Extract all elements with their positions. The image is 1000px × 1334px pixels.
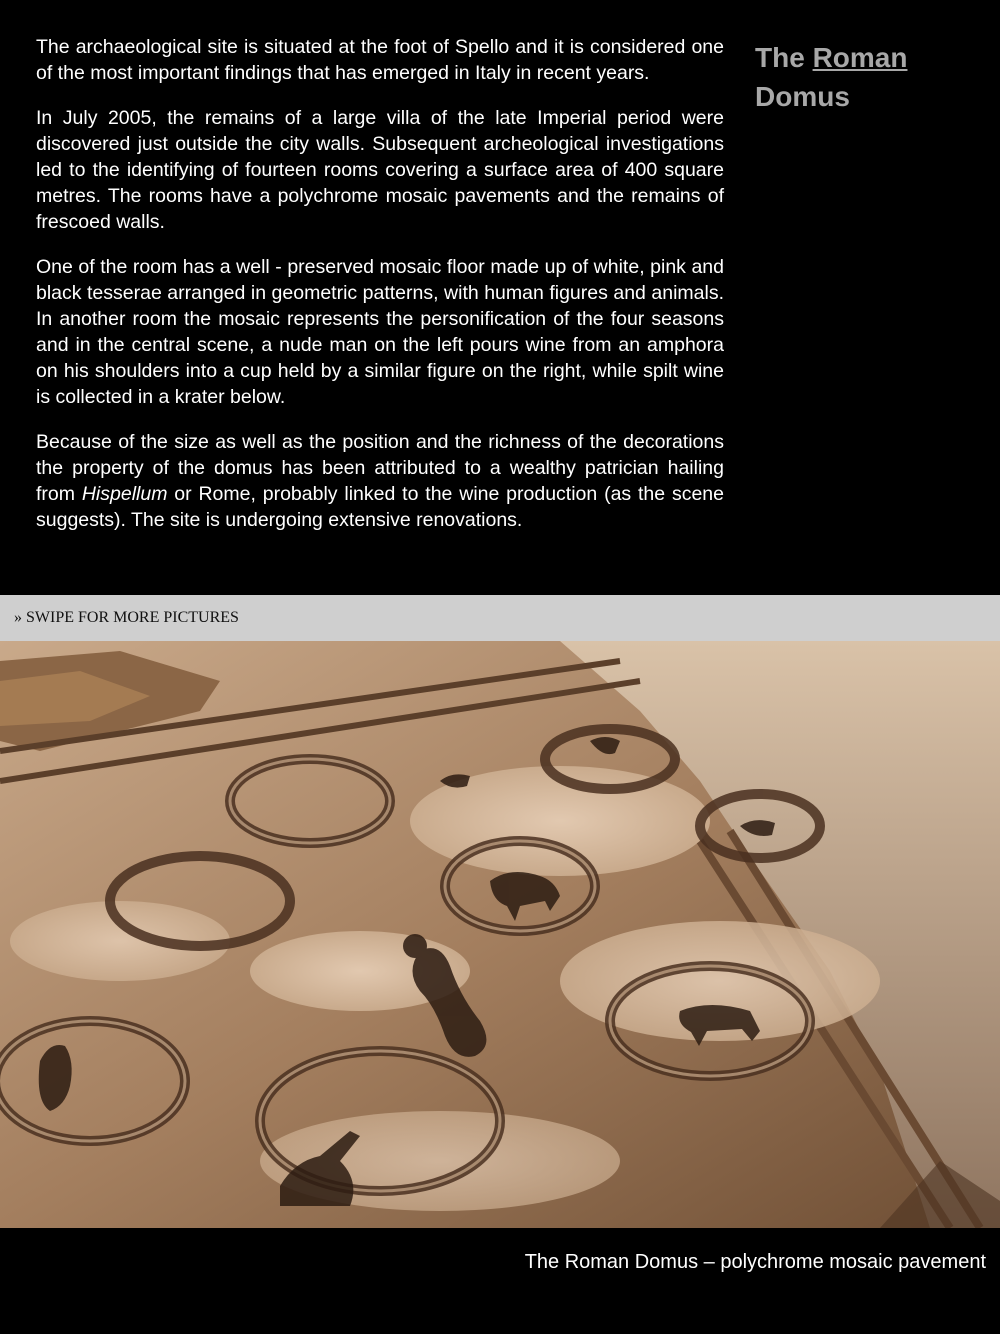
- article-paragraph-1: The archaeological site is situated at the foot of Spello and it is considered one of the most important findings that has emerged in Italy in recent years.: [36, 36, 724, 84]
- article-paragraph-4: [36, 429, 724, 533]
- paragraph-4-start: Because of the size as well as the position and the richness of the decorations the property of the domus has been attributed to a wealthy patrician hailing from: [36, 431, 724, 505]
- title-roman-link[interactable]: Roman: [812, 42, 908, 73]
- page-title: [755, 38, 975, 116]
- article-paragraph-2: In July 2005, the remains of a large villa of the late Imperial period were discovered just outside the city walls. Subsequent archeological investigations led to the identifying of fourteen rooms covering a surface area of 400 square metres. The rooms have a polychrome mosaic pavements and the remains of frescoed walls.: [36, 107, 724, 233]
- title-word-domus: Domus: [755, 81, 850, 112]
- article-body: [36, 34, 724, 552]
- mosaic-photo[interactable]: [0, 641, 1000, 1228]
- photo-caption: The Roman Domus – polychrome mosaic pavement: [524, 1251, 986, 1273]
- paragraph-4-end: or Rome, probably linked to the wine production (as the scene suggests). The site is undergoing extensive renovations.: [36, 483, 724, 531]
- title-word-the: The: [755, 42, 805, 73]
- paragraph-4-italic: Hispellum: [81, 483, 168, 505]
- article-paragraph-3: One of the room has a well - preserved mosaic floor made up of white, pink and black tesserae arranged in geometric patterns, with human figures and animals. In another room the mosaic represents the personification of the four seasons and in the central scene, a nude man on the left pours wine from an amphora on his shoulders into a cup held by a similar figure on the right, while spilt wine is collected in a krater below.: [36, 256, 724, 408]
- mosaic-image: [0, 641, 1000, 1228]
- swipe-for-more-pictures-bar[interactable]: » SWIPE FOR MORE PICTURES: [0, 595, 1000, 641]
